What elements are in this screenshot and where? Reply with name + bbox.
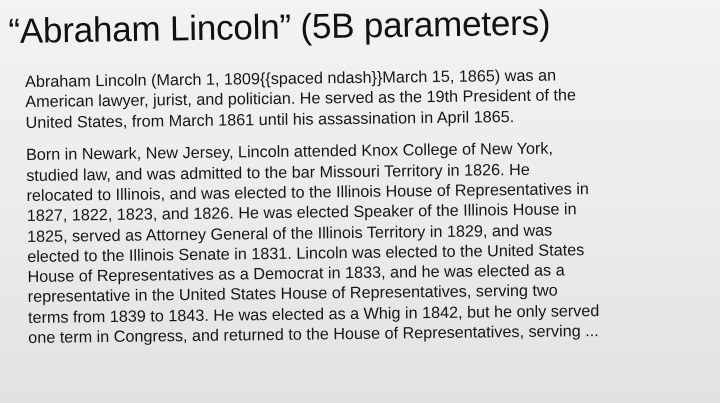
text-line: elected to the Illinois Senate in 1831. Lincoln was elected to the United States: [27, 241, 585, 266]
text-line: Abraham Lincoln (March 1, 1809{{spaced ndash}}March 15, 1865) was an: [25, 66, 557, 91]
slide-body: [25, 63, 720, 348]
text-line: American lawyer, jurist, and politician. He served as the 19th President of the: [25, 86, 577, 112]
slide-title: “Abraham Lincoln” (5B parameters): [8, 3, 551, 51]
text-line: one term in Congress, and returned to the House of Representatives, serving ...: [28, 322, 599, 348]
text-line: studied law, and was admitted to the bar Missouri Territory in 1826. He: [26, 160, 530, 185]
text-line: Born in Newark, New Jersey, Lincoln attended Knox College of New York,: [25, 139, 554, 165]
paragraph-intro: [25, 63, 720, 132]
text-line: House of Representatives as a Democrat in 1833, and he was elected as a: [27, 261, 565, 287]
text-line: United States, from March 1861 until his assassination in April 1865.: [25, 107, 515, 132]
text-line: terms from 1839 to 1843. He was elected as a Whig in 1842, but he only served: [27, 301, 600, 327]
text-line: 1827, 1822, 1823, and 1826. He was elected Speaker of the Illinois House in: [26, 200, 577, 226]
text-line: relocated to Illinois, and was elected to the Illinois House of Representatives in: [26, 180, 589, 205]
paragraph-biography: [26, 137, 720, 349]
text-line: representative in the United States House of Representatives, serving two: [27, 281, 558, 307]
text-line: 1825, served as Attorney General of the Illinois Territory in 1829, and was: [26, 221, 553, 246]
